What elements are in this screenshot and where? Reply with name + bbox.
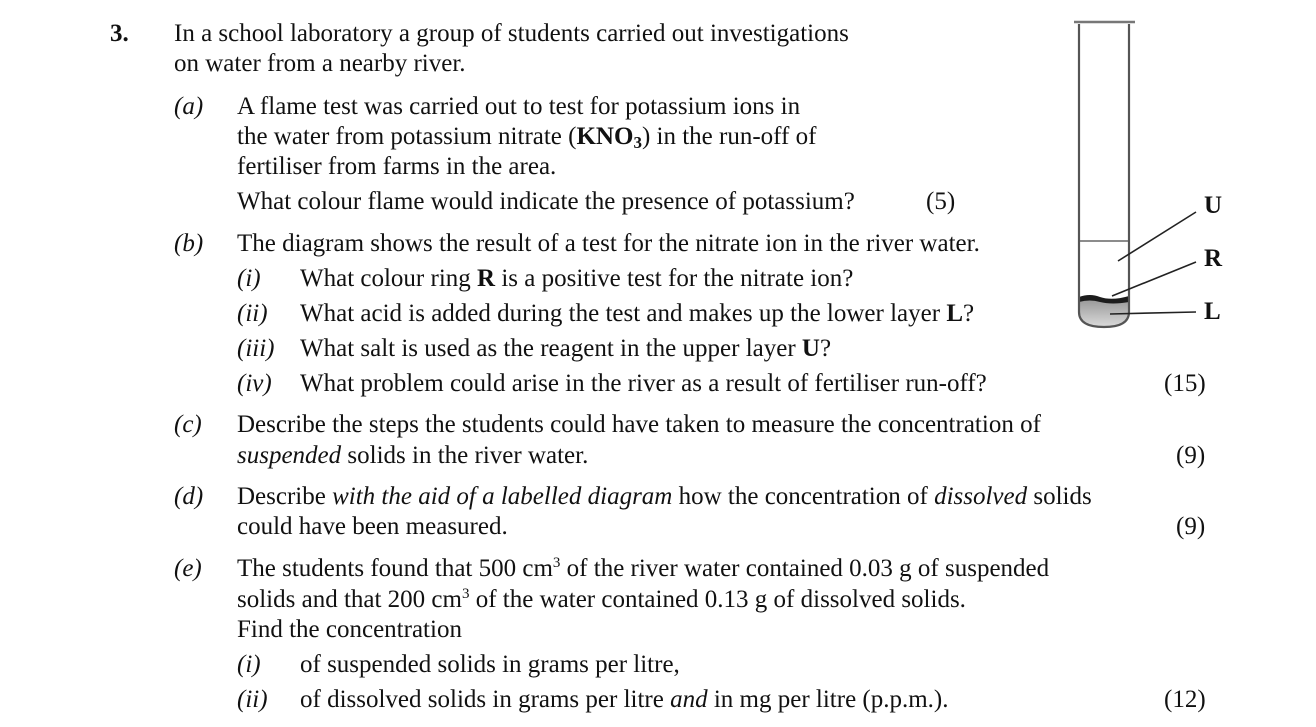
part-b-label: (b) <box>174 230 204 257</box>
part-a-label: (a) <box>174 93 204 120</box>
part-e-sub-ii-pre: of dissolved solids in grams per litre <box>300 686 671 713</box>
part-a-line-3: fertiliser from farms in the area. <box>237 153 557 180</box>
part-e-line-2-sup: 3 <box>461 586 470 602</box>
part-d-line-1-mid: how the concentration of <box>672 483 935 510</box>
part-b-sub-iv-text: What problem could arise in the river as a result of fertiliser run-off? <box>300 370 987 397</box>
part-d-line-1-italic: with the aid of a labelled diagram <box>332 483 673 510</box>
part-a-line-2-pre: the water from potassium nitrate ( <box>237 123 577 150</box>
part-e-line-1-post: of the river water contained 0.03 g of suspended <box>560 555 1050 582</box>
part-b-sub-iii-post: ? <box>819 335 832 362</box>
diagram-label-l: L <box>1204 298 1221 325</box>
part-e-line-1-sup: 3 <box>552 555 561 571</box>
part-c-line-2-italic: suspended <box>237 442 342 469</box>
question-intro-line-2: on water from a nearby river. <box>174 50 466 77</box>
part-b-marks: (15) <box>1164 370 1206 397</box>
label-line-r <box>1112 262 1196 296</box>
question-intro-line-1: In a school laboratory a group of students carried out investigations <box>174 20 849 47</box>
test-tube-outline <box>1079 24 1129 327</box>
part-d-label: (d) <box>174 483 204 510</box>
part-b-sub-i-bold: R <box>477 265 496 292</box>
part-a-marks: (5) <box>926 188 956 215</box>
part-d-line-1-pre: Describe <box>237 483 333 510</box>
part-d-marks: (9) <box>1176 513 1206 540</box>
part-b-sub-iii-bold: U <box>801 335 820 362</box>
diagram-label-u: U <box>1204 192 1223 219</box>
part-b-sub-i-pre: What colour ring <box>300 265 478 292</box>
part-a-question: What colour flame would indicate the presence of potassium? <box>237 188 855 215</box>
part-d-line-1-post: solids <box>1027 483 1092 510</box>
part-e-label: (e) <box>174 555 202 582</box>
part-b-sub-iv-label: (iv) <box>237 370 272 397</box>
part-c-line-2-rest: solids in the river water. <box>341 442 589 469</box>
part-b-sub-iii-label: (iii) <box>237 335 275 362</box>
part-b-sub-iii-pre: What salt is used as the reagent in the upper layer <box>300 335 802 362</box>
part-e-sub-ii-label: (ii) <box>237 686 268 713</box>
part-b-sub-i-post: is a positive test for the nitrate ion? <box>495 265 854 292</box>
diagram-label-r: R <box>1204 245 1223 272</box>
part-c-label: (c) <box>174 411 202 438</box>
part-b-sub-ii-post: ? <box>963 300 975 327</box>
part-e-line-1-pre: The students found that 500 cm <box>237 555 553 582</box>
part-e-sub-i-label: (i) <box>237 651 261 678</box>
part-d-line-1-italic-2: dissolved <box>934 483 1028 510</box>
part-e-marks: (12) <box>1164 686 1206 713</box>
formula-main: KNO <box>576 123 634 150</box>
question-number: 3. <box>110 20 129 47</box>
part-c-marks: (9) <box>1176 442 1206 469</box>
part-e-line-2-post: of the water contained 0.13 g of dissolved solids. <box>469 586 966 613</box>
part-a-line-1: A flame test was carried out to test for potassium ions in <box>237 93 801 120</box>
part-e-line-3: Find the concentration <box>237 616 462 643</box>
part-e-sub-ii-italic: and <box>670 686 708 713</box>
part-e-line-2-pre: solids and that 200 cm <box>237 586 462 613</box>
part-a-line-2-post: ) in the run-off of <box>641 123 817 150</box>
part-b-line-1: The diagram shows the result of a test for the nitrate ion in the river water. <box>237 230 980 257</box>
part-b-sub-ii-pre: What acid is added during the test and makes up the lower layer <box>300 300 947 327</box>
part-b-sub-ii-label: (ii) <box>237 300 268 327</box>
formula-subscript: 3 <box>633 133 642 152</box>
part-d-line-2: could have been measured. <box>237 513 508 540</box>
part-e-sub-i-text: of suspended solids in grams per litre, <box>300 651 680 678</box>
part-b-sub-ii-bold: L <box>946 300 964 327</box>
part-e-sub-ii-post: in mg per litre (p.p.m.). <box>707 686 949 713</box>
part-c-line-1: Describe the steps the students could have taken to measure the concentration of <box>237 411 1041 438</box>
part-b-sub-i-label: (i) <box>237 265 261 292</box>
